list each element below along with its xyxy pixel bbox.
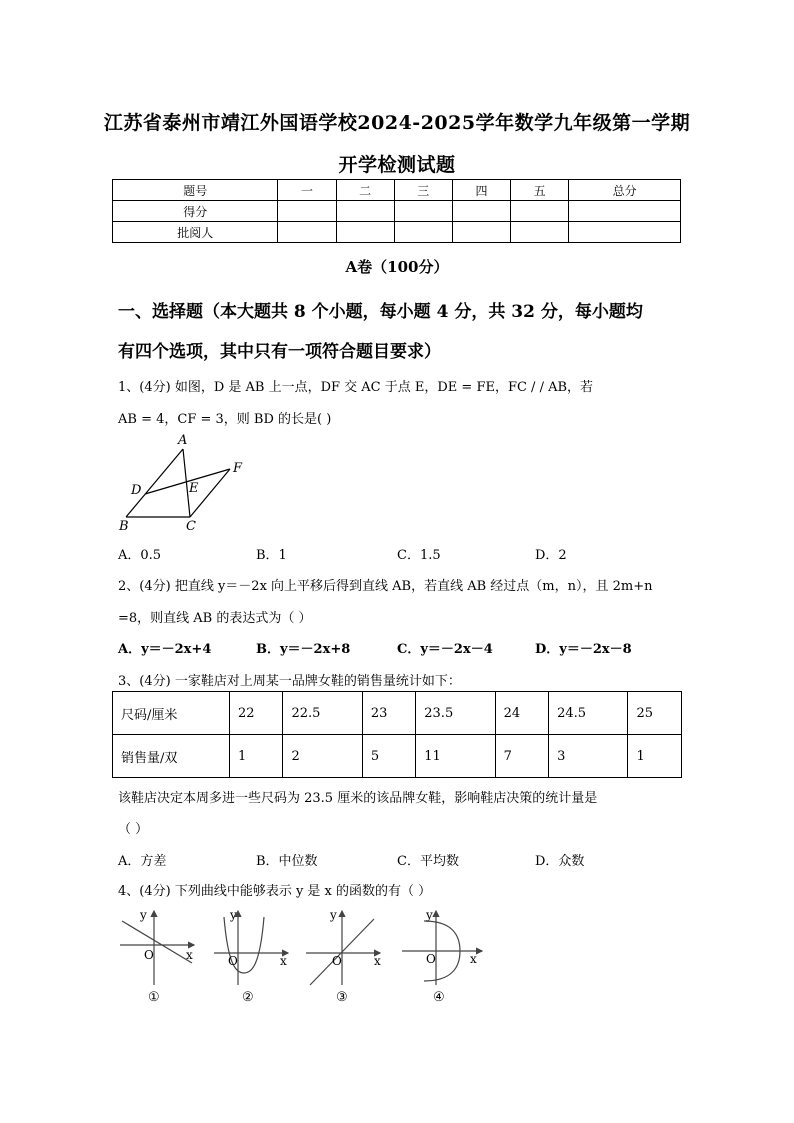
count-cell: 11 bbox=[416, 735, 495, 778]
count-cell: 3 bbox=[549, 735, 628, 778]
size-cell: 24 bbox=[495, 692, 548, 735]
q3-option-c: C．平均数 bbox=[397, 854, 459, 869]
score-cell bbox=[511, 222, 569, 243]
graph-4-origin: O bbox=[426, 952, 436, 966]
graph-4 bbox=[402, 911, 482, 985]
label-e: E bbox=[189, 481, 199, 496]
label-a: A bbox=[178, 433, 188, 448]
count-cell: 1 bbox=[628, 735, 682, 778]
q1-geometry-figure bbox=[112, 428, 262, 536]
score-row-label: 得分 bbox=[113, 201, 278, 222]
graph-2-y-label: y bbox=[230, 908, 237, 922]
q2-option-c: C．y＝－2x－4 bbox=[397, 642, 493, 657]
q4-graphs-figure bbox=[112, 905, 492, 1007]
q2-stem-line2: =8，则直线 AB 的表达式为（ ） bbox=[118, 611, 312, 626]
graph-3-label: ③ bbox=[336, 990, 348, 1005]
size-cell: 22.5 bbox=[283, 692, 362, 735]
score-cell bbox=[569, 201, 681, 222]
graph-2-origin: O bbox=[228, 954, 238, 968]
score-table-header-row bbox=[113, 180, 681, 201]
score-cell bbox=[569, 222, 681, 243]
graph-4-y-label: y bbox=[426, 908, 433, 922]
size-cell: 23 bbox=[362, 692, 415, 735]
q1-option-a: A．0.5 bbox=[118, 548, 162, 563]
counts-row-label: 销售量/双 bbox=[113, 735, 230, 778]
label-c: C bbox=[186, 519, 196, 534]
graph-1-x-label: x bbox=[186, 948, 193, 962]
size-cell: 22 bbox=[230, 692, 283, 735]
graph-1-label: ① bbox=[148, 990, 160, 1005]
score-cell bbox=[452, 201, 510, 222]
sizes-row bbox=[113, 692, 682, 735]
q3-stem-line3: （ ） bbox=[118, 822, 149, 837]
size-cell: 25 bbox=[628, 692, 682, 735]
size-cell: 24.5 bbox=[549, 692, 628, 735]
size-cell: 23.5 bbox=[416, 692, 495, 735]
count-cell: 7 bbox=[495, 735, 548, 778]
graph-1-origin: O bbox=[144, 948, 154, 962]
q3-stem-line2: 该鞋店决定本周多进一些尺码为 23.5 厘米的该品牌女鞋，影响鞋店决策的统计量是 bbox=[118, 791, 598, 806]
score-table bbox=[112, 179, 681, 243]
score-table-row bbox=[113, 222, 681, 243]
q1-option-c: C．1.5 bbox=[397, 548, 441, 563]
score-header-cell: 题号 bbox=[113, 180, 278, 201]
sizes-row-label: 尺码/厘米 bbox=[113, 692, 230, 735]
score-header-cell: 四 bbox=[452, 180, 510, 201]
score-cell bbox=[278, 201, 336, 222]
graph-3-x-label: x bbox=[374, 954, 381, 968]
score-cell bbox=[511, 201, 569, 222]
score-table-row bbox=[113, 201, 681, 222]
q1-stem-line2: AB = 4，CF = 3，则 BD 的长是( ) bbox=[118, 412, 332, 427]
graph-3 bbox=[306, 911, 380, 985]
q3-option-b: B．中位数 bbox=[256, 854, 318, 869]
score-header-cell: 二 bbox=[336, 180, 394, 201]
graph-2-x-label: x bbox=[280, 954, 287, 968]
graph-3-origin: O bbox=[332, 954, 342, 968]
exam-title-line2: 开学检测试题 bbox=[338, 154, 456, 176]
score-cell bbox=[336, 222, 394, 243]
q3-stem-line1: 3、(4分) 一家鞋店对上周某一品牌女鞋的销售量统计如下： bbox=[118, 674, 461, 689]
graph-1-y-label: y bbox=[140, 908, 147, 922]
score-row-label: 批阅人 bbox=[113, 222, 278, 243]
label-b: B bbox=[119, 519, 129, 534]
q4-stem-line1: 4、(4分) 下列曲线中能够表示 y 是 x 的函数的有（ ） bbox=[118, 884, 432, 899]
score-cell bbox=[394, 222, 452, 243]
counts-row bbox=[113, 735, 682, 778]
score-header-cell: 五 bbox=[511, 180, 569, 201]
count-cell: 1 bbox=[230, 735, 283, 778]
score-cell bbox=[278, 222, 336, 243]
exam-title-line1: 江苏省泰州市靖江外国语学校2024-2025学年数学九年级第一学期 bbox=[103, 112, 691, 134]
label-f: F bbox=[233, 461, 243, 476]
graph-4-x-label: x bbox=[470, 952, 477, 966]
q2-option-a: A．y＝－2x+4 bbox=[118, 642, 212, 657]
section-heading-line1: 一、选择题（本大题共 8 个小题，每小题 4 分，共 32 分，每小题均 bbox=[118, 302, 643, 322]
graph-1 bbox=[120, 911, 194, 985]
score-cell bbox=[336, 201, 394, 222]
q2-stem-line1: 2、(4分) 把直线 y＝－2x 向上平移后得到直线 AB，若直线 AB 经过点（m，n），且 2m+n bbox=[118, 579, 653, 594]
score-header-cell: 三 bbox=[394, 180, 452, 201]
q1-option-b: B．1 bbox=[256, 548, 287, 563]
label-d: D bbox=[131, 483, 142, 498]
q1-stem-line1: 1、(4分) 如图，D 是 AB 上一点，DF 交 AC 于点 E，DE = FE，FC / / AB，若 bbox=[118, 380, 594, 395]
q3-sales-table bbox=[112, 691, 682, 778]
score-header-cell: 总分 bbox=[569, 180, 681, 201]
q1-option-d: D．2 bbox=[535, 548, 567, 563]
graph-3-y-label: y bbox=[330, 908, 337, 922]
q3-option-a: A．方差 bbox=[118, 854, 167, 869]
q2-option-b: B．y＝－2x+8 bbox=[256, 642, 351, 657]
q3-option-d: D．众数 bbox=[535, 854, 585, 869]
count-cell: 5 bbox=[362, 735, 415, 778]
q2-option-d: D．y＝－2x－8 bbox=[535, 642, 632, 657]
graph-2-label: ② bbox=[242, 990, 254, 1005]
section-heading-line2: 有四个选项，其中只有一项符合题目要求） bbox=[118, 342, 441, 362]
score-cell bbox=[452, 222, 510, 243]
volume-label: A卷（100分） bbox=[345, 258, 449, 276]
score-cell bbox=[394, 201, 452, 222]
graph-1-curve bbox=[122, 921, 192, 963]
score-header-cell: 一 bbox=[278, 180, 336, 201]
count-cell: 2 bbox=[283, 735, 362, 778]
graph-2 bbox=[214, 911, 288, 985]
graph-4-label: ④ bbox=[433, 990, 445, 1005]
